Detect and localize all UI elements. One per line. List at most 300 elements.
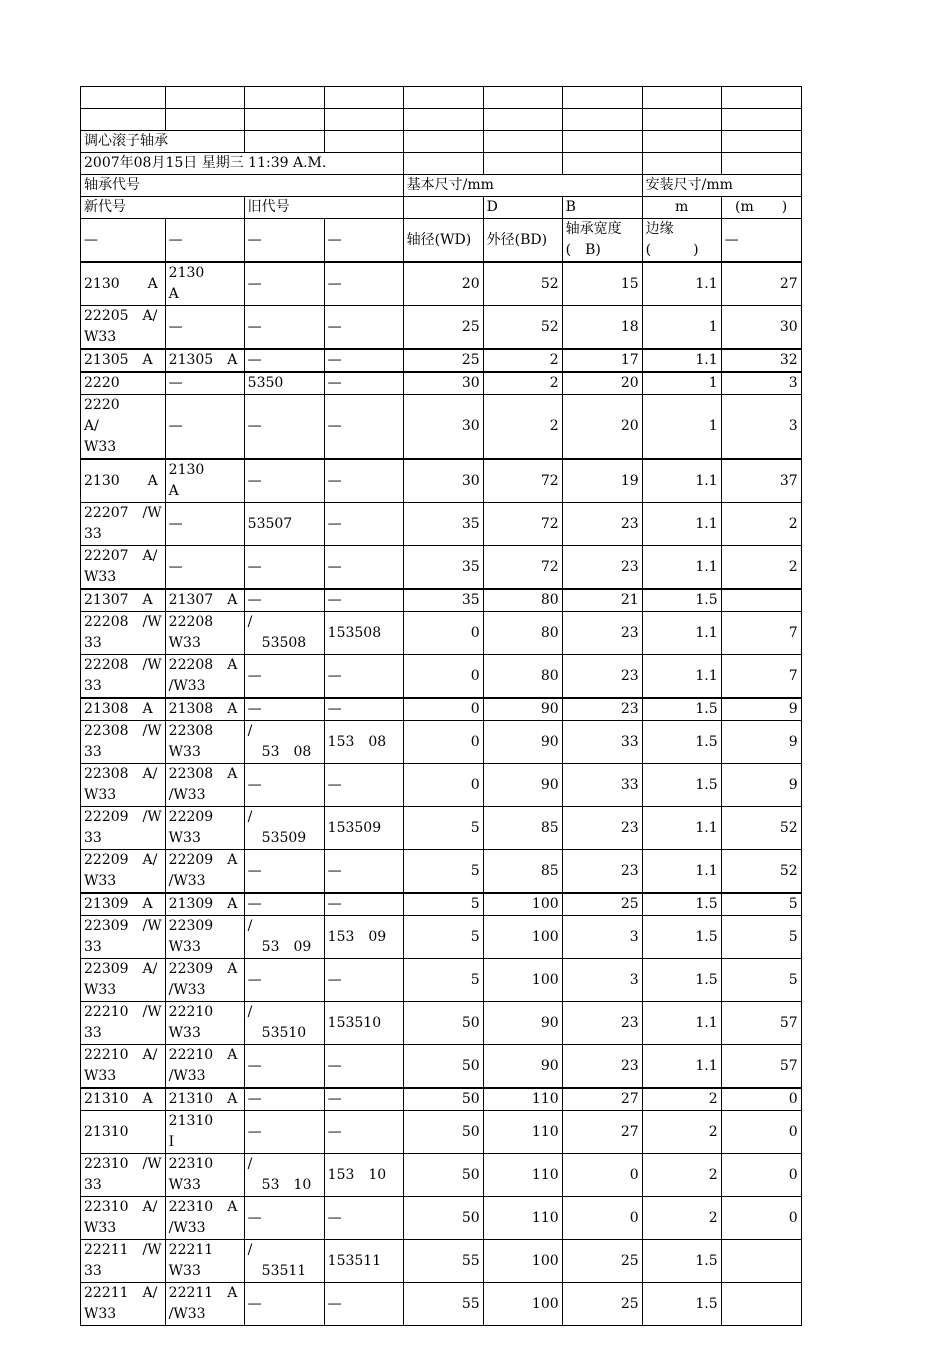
table-cell[interactable]: 5350	[244, 372, 324, 395]
header-m[interactable]: m	[642, 197, 721, 219]
table-cell[interactable]: 110	[483, 1111, 562, 1154]
table-cell[interactable]: 90	[483, 698, 562, 721]
table-cell[interactable]: —	[244, 850, 324, 894]
table-cell[interactable]: 1.1	[642, 349, 721, 372]
table-cell[interactable]: —	[165, 306, 244, 350]
table-cell[interactable]: —	[324, 349, 403, 372]
table-cell[interactable]: 2	[642, 1197, 721, 1240]
table-cell[interactable]: 90	[483, 1002, 562, 1045]
cell[interactable]	[403, 109, 483, 131]
table-cell[interactable]: —	[324, 372, 403, 395]
header-dash[interactable]: —	[324, 219, 403, 263]
table-cell[interactable]: 23	[562, 612, 642, 655]
table-cell[interactable]: —	[244, 698, 324, 721]
table-cell[interactable]: 1.1	[642, 262, 721, 306]
table-cell[interactable]: 0	[721, 1111, 801, 1154]
table-row	[81, 698, 802, 721]
header-dash[interactable]: —	[165, 219, 244, 263]
cell[interactable]	[324, 87, 403, 109]
header-bearing-code[interactable]: 轴承代号	[81, 175, 404, 197]
table-cell[interactable]: —	[244, 1045, 324, 1089]
table-cell[interactable]: 0	[403, 612, 483, 655]
table-cell[interactable]: 85	[483, 850, 562, 894]
table-cell[interactable]: / 53510	[244, 1002, 324, 1045]
table-cell[interactable]: 21305 A	[81, 349, 166, 372]
table-cell[interactable]: 25	[562, 893, 642, 916]
header-width[interactable]: 轴承宽度 ( B)	[562, 219, 642, 263]
table-cell[interactable]: 72	[483, 459, 562, 503]
table-cell[interactable]: 20	[403, 262, 483, 306]
table-cell[interactable]: 2	[483, 372, 562, 395]
header-d[interactable]: D	[483, 197, 562, 219]
table-cell[interactable]: 100	[483, 1283, 562, 1326]
table-cell[interactable]: 50	[403, 1197, 483, 1240]
header-old-code[interactable]: 旧代号	[244, 197, 403, 219]
table-cell[interactable]: —	[324, 459, 403, 503]
table-cell[interactable]: 22211 A/ W33	[81, 1283, 166, 1326]
header-outer[interactable]: 外径(BD)	[483, 219, 562, 263]
table-cell[interactable]: 5	[721, 893, 801, 916]
table-cell[interactable]: 7	[721, 612, 801, 655]
header-new-code[interactable]: 新代号	[81, 197, 245, 219]
table-cell[interactable]: 9	[721, 698, 801, 721]
table-cell[interactable]: 23	[562, 503, 642, 546]
table-cell[interactable]: —	[244, 306, 324, 350]
table-cell[interactable]: —	[324, 1197, 403, 1240]
table-cell[interactable]: 80	[483, 655, 562, 699]
table-cell[interactable]: 2130 A	[81, 459, 166, 503]
cell[interactable]	[483, 87, 562, 109]
table-cell[interactable]: 22309 A /W33	[165, 959, 244, 1002]
table-cell[interactable]: 30	[403, 395, 483, 460]
table-cell[interactable]: 5	[403, 916, 483, 959]
table-cell[interactable]: 22310 /W 33	[81, 1154, 166, 1197]
table-cell[interactable]: 1.5	[642, 589, 721, 612]
table-cell[interactable]: 20	[562, 372, 642, 395]
table-cell[interactable]: 2130 A	[165, 262, 244, 306]
table-cell[interactable]: 50	[403, 1154, 483, 1197]
table-cell[interactable]: 1.1	[642, 546, 721, 590]
table-cell[interactable]: 22308 W33	[165, 721, 244, 764]
table-cell[interactable]: 50	[403, 1002, 483, 1045]
group-header-row	[81, 175, 802, 197]
table-cell[interactable]: 0	[562, 1197, 642, 1240]
cell[interactable]	[721, 87, 801, 109]
table-cell[interactable]: 52	[721, 850, 801, 894]
table-cell[interactable]: 0	[721, 1197, 801, 1240]
table-cell[interactable]: 22209 W33	[165, 807, 244, 850]
table-cell[interactable]: 22210 W33	[165, 1002, 244, 1045]
table-cell[interactable]	[721, 1240, 801, 1283]
table-cell[interactable]: 1.1	[642, 459, 721, 503]
table-cell[interactable]: 21309 A	[165, 893, 244, 916]
table-cell[interactable]: 72	[483, 546, 562, 590]
table-cell[interactable]: 110	[483, 1197, 562, 1240]
table-cell[interactable]: 22207 A/ W33	[81, 546, 166, 590]
table-cell[interactable]: 53507	[244, 503, 324, 546]
table-cell[interactable]: 100	[483, 1240, 562, 1283]
table-cell[interactable]: 5	[403, 850, 483, 894]
table-cell[interactable]: —	[244, 589, 324, 612]
table-cell[interactable]: 153509	[324, 807, 403, 850]
table-cell[interactable]: 22308 A /W33	[165, 764, 244, 807]
table-cell[interactable]: 3	[562, 959, 642, 1002]
table-cell[interactable]: 25	[562, 1240, 642, 1283]
table-cell[interactable]: —	[244, 893, 324, 916]
table-cell[interactable]: 5	[721, 916, 801, 959]
table-cell[interactable]: 2130 A	[81, 262, 166, 306]
table-cell[interactable]: —	[244, 1111, 324, 1154]
table-cell[interactable]: 55	[403, 1283, 483, 1326]
table-cell[interactable]: 52	[483, 306, 562, 350]
header-shaft[interactable]: 轴径(WD)	[403, 219, 483, 263]
table-cell[interactable]: 1.5	[642, 698, 721, 721]
table-cell[interactable]: 22210 A /W33	[165, 1045, 244, 1089]
table-cell[interactable]: 21308 A	[81, 698, 166, 721]
table-cell[interactable]: 21305 A	[165, 349, 244, 372]
table-cell[interactable]: —	[324, 1283, 403, 1326]
table-cell[interactable]: 0	[403, 655, 483, 699]
cell[interactable]	[483, 131, 562, 153]
table-cell[interactable]: 5	[721, 959, 801, 1002]
cell[interactable]	[562, 109, 642, 131]
table-cell[interactable]: 22310 A /W33	[165, 1197, 244, 1240]
table-cell[interactable]: —	[244, 1197, 324, 1240]
table-cell[interactable]: 33	[562, 721, 642, 764]
table-cell[interactable]: 20	[562, 395, 642, 460]
table-cell[interactable]: 22209 A/ W33	[81, 850, 166, 894]
header-m2[interactable]: (m )	[721, 197, 801, 219]
header-b[interactable]: B	[562, 197, 642, 219]
table-cell[interactable]: 23	[562, 698, 642, 721]
cell[interactable]	[642, 109, 721, 131]
table-cell[interactable]: 22205 A/ W33	[81, 306, 166, 350]
cell[interactable]	[642, 153, 721, 175]
table-cell[interactable]: 25	[403, 306, 483, 350]
table-cell[interactable]: 85	[483, 807, 562, 850]
table-cell[interactable]: 1.5	[642, 893, 721, 916]
table-cell[interactable]: 2	[483, 395, 562, 460]
table-cell[interactable]: 153 09	[324, 916, 403, 959]
table-cell[interactable]: 23	[562, 1045, 642, 1089]
table-cell[interactable]: 57	[721, 1045, 801, 1089]
table-cell[interactable]: 0	[403, 721, 483, 764]
table-cell[interactable]: 2	[642, 1088, 721, 1111]
table-cell[interactable]: 2220 A/ W33	[81, 395, 166, 460]
table-cell[interactable]: 72	[483, 503, 562, 546]
table-cell[interactable]: / 53509	[244, 807, 324, 850]
header-edge[interactable]: 边缘 ( )	[642, 219, 721, 263]
table-cell[interactable]: 22208 A /W33	[165, 655, 244, 699]
table-cell[interactable]: —	[324, 1088, 403, 1111]
table-cell[interactable]: —	[324, 959, 403, 1002]
table-cell[interactable]: 1.5	[642, 916, 721, 959]
table-cell[interactable]: 22310 W33	[165, 1154, 244, 1197]
table-cell[interactable]: —	[244, 764, 324, 807]
header-dash[interactable]: —	[721, 219, 801, 263]
table-cell[interactable]: 30	[403, 372, 483, 395]
table-cell[interactable]: 21307 A	[165, 589, 244, 612]
table-cell[interactable]: 22309 /W 33	[81, 916, 166, 959]
table-cell[interactable]: —	[324, 306, 403, 350]
table-cell[interactable]	[721, 1283, 801, 1326]
table-cell[interactable]: 2	[721, 503, 801, 546]
table-cell[interactable]: —	[324, 850, 403, 894]
table-cell[interactable]: —	[244, 262, 324, 306]
cell[interactable]	[324, 131, 403, 153]
table-cell[interactable]: / 53 08	[244, 721, 324, 764]
cell[interactable]	[562, 153, 642, 175]
table-cell[interactable]: 23	[562, 655, 642, 699]
header-dash[interactable]: —	[244, 219, 324, 263]
table-cell[interactable]: 22309 W33	[165, 916, 244, 959]
table-cell[interactable]: 21310 A	[81, 1088, 166, 1111]
table-cell[interactable]: —	[165, 503, 244, 546]
table-cell[interactable]: 1	[642, 372, 721, 395]
table-cell[interactable]: / 53 09	[244, 916, 324, 959]
table-cell[interactable]: 2	[483, 349, 562, 372]
table-cell[interactable]: 1.5	[642, 721, 721, 764]
table-cell[interactable]: 30	[403, 459, 483, 503]
table-cell[interactable]: 5	[403, 893, 483, 916]
table-cell[interactable]: 35	[403, 589, 483, 612]
table-cell[interactable]: 52	[483, 262, 562, 306]
header-install-size[interactable]: 安装尺寸/mm	[642, 175, 801, 197]
table-cell[interactable]: 21309 A	[81, 893, 166, 916]
table-cell[interactable]: 15	[562, 262, 642, 306]
table-cell[interactable]: 22210 /W 33	[81, 1002, 166, 1045]
table-cell[interactable]: 1	[642, 306, 721, 350]
table-cell[interactable]: 23	[562, 807, 642, 850]
cell[interactable]	[721, 131, 801, 153]
table-cell[interactable]: —	[165, 372, 244, 395]
table-cell[interactable]: 22308 A/ W33	[81, 764, 166, 807]
table-cell[interactable]: 1.5	[642, 764, 721, 807]
table-cell[interactable]: 21	[562, 589, 642, 612]
table-cell[interactable]: / 53 10	[244, 1154, 324, 1197]
table-cell[interactable]: 3	[721, 372, 801, 395]
table-cell[interactable]: 153511	[324, 1240, 403, 1283]
table-cell[interactable]: —	[324, 546, 403, 590]
header-basic-size[interactable]: 基本尺寸/mm	[403, 175, 642, 197]
table-cell[interactable]: 3	[721, 395, 801, 460]
table-cell[interactable]: 30	[721, 306, 801, 350]
table-cell[interactable]: 22310 A/ W33	[81, 1197, 166, 1240]
table-cell[interactable]: —	[324, 698, 403, 721]
table-cell[interactable]: 27	[562, 1088, 642, 1111]
cell[interactable]	[642, 87, 721, 109]
table-cell[interactable]: 1.1	[642, 612, 721, 655]
cell[interactable]	[244, 87, 324, 109]
table-cell[interactable]: —	[244, 546, 324, 590]
table-cell[interactable]: 1.1	[642, 655, 721, 699]
table-cell[interactable]: 1.1	[642, 1002, 721, 1045]
table-cell[interactable]: 3	[562, 916, 642, 959]
table-cell[interactable]: —	[244, 349, 324, 372]
table-cell[interactable]: 22211 /W 33	[81, 1240, 166, 1283]
table-cell[interactable]: —	[324, 395, 403, 460]
table-cell[interactable]: 17	[562, 349, 642, 372]
table-cell[interactable]: 1.1	[642, 503, 721, 546]
cell[interactable]	[403, 153, 483, 175]
table-cell[interactable]: 35	[403, 503, 483, 546]
table-cell[interactable]: 90	[483, 1045, 562, 1089]
table-cell[interactable]: 5	[403, 959, 483, 1002]
table-cell[interactable]: 50	[403, 1088, 483, 1111]
table-cell[interactable]: —	[244, 1088, 324, 1111]
table-cell[interactable]: 0	[562, 1154, 642, 1197]
table-cell[interactable]: 100	[483, 916, 562, 959]
table-cell[interactable]: —	[324, 893, 403, 916]
table-cell[interactable]: 22210 A/ W33	[81, 1045, 166, 1089]
table-cell[interactable]: —	[244, 395, 324, 460]
table-cell[interactable]: 22211 A /W33	[165, 1283, 244, 1326]
table-cell[interactable]: 0	[721, 1088, 801, 1111]
table-cell[interactable]: —	[324, 655, 403, 699]
cell[interactable]	[721, 153, 801, 175]
table-cell[interactable]: 5	[403, 807, 483, 850]
cell[interactable]	[562, 87, 642, 109]
table-cell[interactable]: —	[324, 589, 403, 612]
table-cell[interactable]: 23	[562, 1002, 642, 1045]
cell[interactable]	[244, 131, 324, 153]
cell[interactable]	[81, 87, 166, 109]
cell[interactable]	[165, 109, 244, 131]
table-cell[interactable]: 25	[562, 1283, 642, 1326]
table-cell[interactable]: 27	[721, 262, 801, 306]
table-cell[interactable]: —	[244, 459, 324, 503]
sheet-title[interactable]: 调心滚子轴承	[81, 131, 245, 153]
table-cell[interactable]: 27	[562, 1111, 642, 1154]
timestamp[interactable]: 2007年08月15日 星期三 11:39 A.M.	[81, 153, 404, 175]
table-cell[interactable]: —	[324, 1111, 403, 1154]
table-cell[interactable]: 2	[721, 546, 801, 590]
table-cell[interactable]: 57	[721, 1002, 801, 1045]
table-cell[interactable]: 0	[403, 698, 483, 721]
cell[interactable]	[721, 109, 801, 131]
table-cell[interactable]: 1.5	[642, 1240, 721, 1283]
table-cell[interactable]: —	[324, 1045, 403, 1089]
empty-row	[81, 87, 802, 109]
table-cell[interactable]: 153 08	[324, 721, 403, 764]
table-cell[interactable]: 18	[562, 306, 642, 350]
table-cell[interactable]: 1.1	[642, 850, 721, 894]
table-cell[interactable]: —	[165, 395, 244, 460]
table-cell[interactable]: 1.1	[642, 1045, 721, 1089]
table-cell[interactable]: 19	[562, 459, 642, 503]
table-cell[interactable]: / 53511	[244, 1240, 324, 1283]
table-cell[interactable]: —	[165, 546, 244, 590]
table-cell[interactable]	[721, 589, 801, 612]
table-cell[interactable]: 80	[483, 612, 562, 655]
table-cell[interactable]: 21310	[81, 1111, 166, 1154]
table-cell[interactable]: / 53508	[244, 612, 324, 655]
table-cell[interactable]: —	[244, 655, 324, 699]
table-cell[interactable]: 7	[721, 655, 801, 699]
table-cell[interactable]: 110	[483, 1088, 562, 1111]
table-cell[interactable]: 2130 A	[165, 459, 244, 503]
table-cell[interactable]: 1.5	[642, 1283, 721, 1326]
table-cell[interactable]: 90	[483, 721, 562, 764]
table-cell[interactable]: 2220	[81, 372, 166, 395]
table-cell[interactable]: 37	[721, 459, 801, 503]
table-cell[interactable]: 100	[483, 893, 562, 916]
cell[interactable]	[403, 197, 483, 219]
table-cell[interactable]: 21308 A	[165, 698, 244, 721]
table-cell[interactable]: 23	[562, 546, 642, 590]
cell[interactable]	[403, 131, 483, 153]
header-dash[interactable]: —	[81, 219, 166, 263]
table-cell[interactable]: 22208 W33	[165, 612, 244, 655]
table-cell[interactable]: 22209 /W 33	[81, 807, 166, 850]
cell[interactable]	[483, 153, 562, 175]
table-cell[interactable]: 80	[483, 589, 562, 612]
table-cell[interactable]: 35	[403, 546, 483, 590]
table-cell[interactable]: 153 10	[324, 1154, 403, 1197]
table-cell[interactable]: 50	[403, 1045, 483, 1089]
table-row	[81, 503, 802, 546]
table-cell[interactable]: 33	[562, 764, 642, 807]
table-cell[interactable]: 100	[483, 959, 562, 1002]
table-cell[interactable]: —	[324, 764, 403, 807]
table-cell[interactable]: 22308 /W 33	[81, 721, 166, 764]
table-cell[interactable]: 22209 A /W33	[165, 850, 244, 894]
table-cell[interactable]: 22208 /W 33	[81, 612, 166, 655]
table-cell[interactable]: 0	[721, 1154, 801, 1197]
table-cell[interactable]: 21310 I	[165, 1111, 244, 1154]
cell[interactable]	[642, 131, 721, 153]
table-cell[interactable]: —	[324, 503, 403, 546]
table-cell[interactable]: 55	[403, 1240, 483, 1283]
table-cell[interactable]: 22309 A/ W33	[81, 959, 166, 1002]
table-cell[interactable]: 25	[403, 349, 483, 372]
table-cell[interactable]: 1	[642, 395, 721, 460]
table-cell[interactable]: 21307 A	[81, 589, 166, 612]
table-cell[interactable]: 2	[642, 1154, 721, 1197]
cell[interactable]	[403, 87, 483, 109]
cell[interactable]	[244, 109, 324, 131]
table-cell[interactable]: 9	[721, 764, 801, 807]
table-cell[interactable]: 52	[721, 807, 801, 850]
cell[interactable]	[483, 109, 562, 131]
table-row	[81, 764, 802, 807]
table-cell[interactable]: 9	[721, 721, 801, 764]
table-cell[interactable]: 1.5	[642, 959, 721, 1002]
cell[interactable]	[562, 131, 642, 153]
table-cell[interactable]: —	[324, 262, 403, 306]
table-cell[interactable]: 0	[403, 764, 483, 807]
table-cell[interactable]: 32	[721, 349, 801, 372]
table-cell[interactable]: 1.1	[642, 807, 721, 850]
table-cell[interactable]: 23	[562, 850, 642, 894]
table-cell[interactable]: —	[244, 959, 324, 1002]
table-cell[interactable]: 110	[483, 1154, 562, 1197]
table-cell[interactable]: 22211 W33	[165, 1240, 244, 1283]
table-cell[interactable]: 153508	[324, 612, 403, 655]
cell[interactable]	[81, 109, 166, 131]
table-cell[interactable]: 153510	[324, 1002, 403, 1045]
table-cell[interactable]: —	[244, 1283, 324, 1326]
table-cell[interactable]: 2	[642, 1111, 721, 1154]
table-row	[81, 1154, 802, 1197]
cell[interactable]	[165, 87, 244, 109]
table-cell[interactable]: 22208 /W 33	[81, 655, 166, 699]
table-cell[interactable]: 22207 /W 33	[81, 503, 166, 546]
table-cell[interactable]: 50	[403, 1111, 483, 1154]
table-cell[interactable]: 21310 A	[165, 1088, 244, 1111]
table-cell[interactable]: 90	[483, 764, 562, 807]
cell[interactable]	[324, 109, 403, 131]
